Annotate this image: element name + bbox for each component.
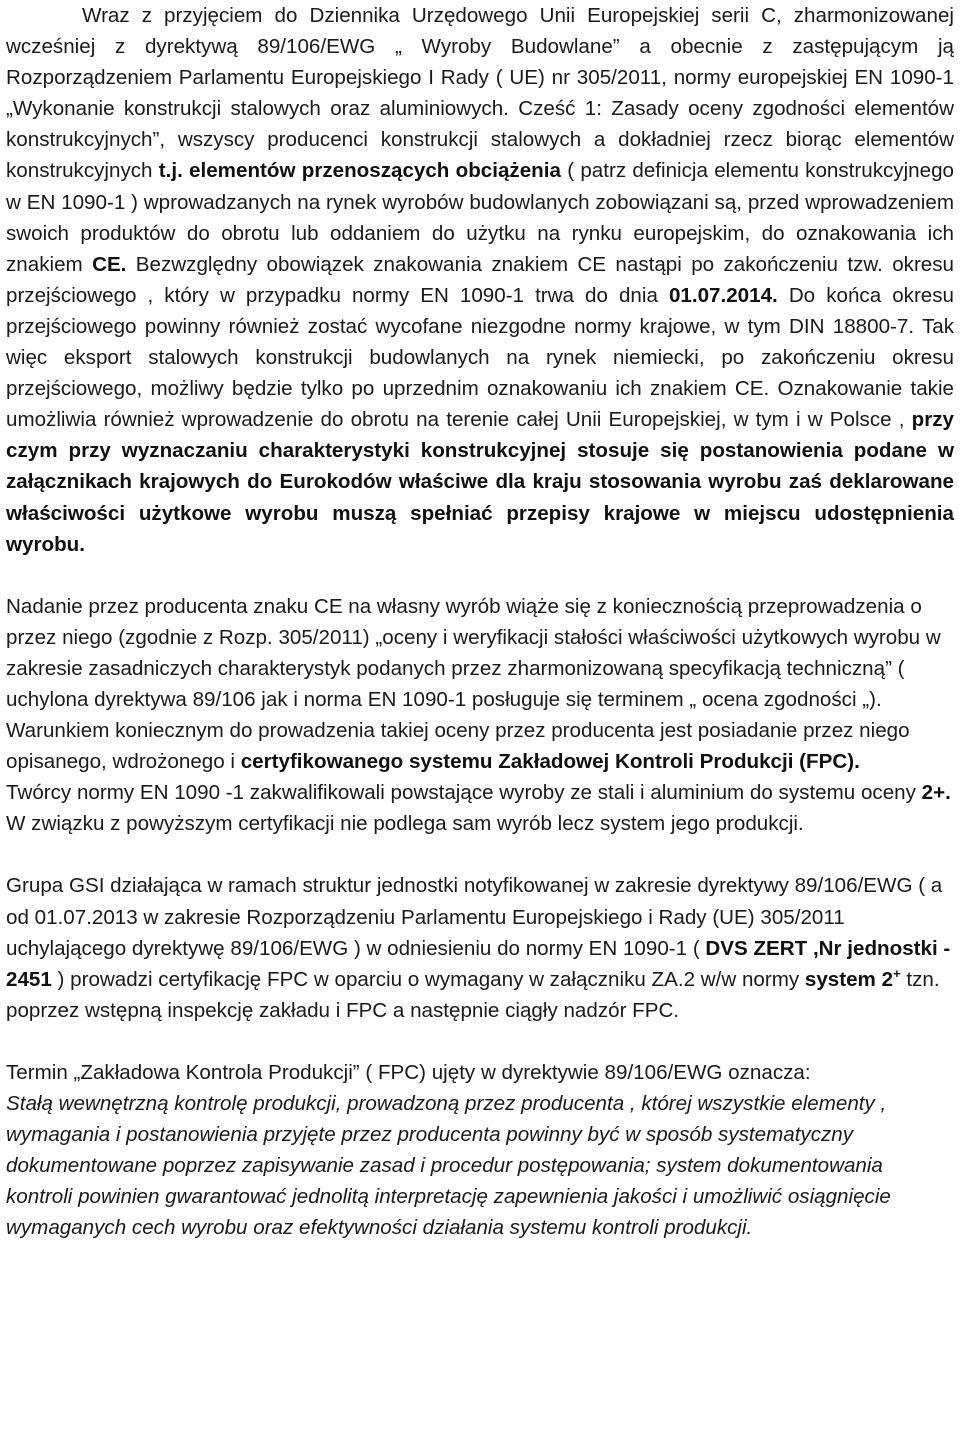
superscript: +	[893, 965, 901, 981]
bold-run: 01.07.2014.	[668, 283, 778, 307]
italic-run: Stałą wewnętrzną kontrolę produkcji, prowadzoną przez producenta , której wszystkie elementy , wymagania i postanowienia przyjęte przez producenta powinny być w sposób systematyczny dokumentowane poprzez zapisywanie zasad i procedur postępowania; system dokumentowania kontroli powinien gwarantować jednolitą interpretację zapewnienia jakości i umożliwić osiągnięcie wymaganych cech wyrobu oraz efektywności działania systemu kontroli produkcji.	[6, 1092, 891, 1240]
text-run: Termin „Zakładowa Kontrola Produkcji” ( FPC) ujęty w dyrektywie 89/106/EWG oznacza:	[6, 1060, 811, 1084]
bold-run: t.j. elementów przenoszących obciążenia	[158, 159, 561, 183]
paragraph-system-2plus	[6, 777, 954, 839]
text-run: ( patrz definicja elementu konstrukcyjnego w EN 1090-1 ) wprowadzanych na rynek wyrobów budowlanych zobowiązani są, przed wprowadzeniem swoich produktów do obrotu lub oddaniem do użytku na rynku europejskim, do oznakowania ich znakiem	[6, 159, 954, 276]
text-run: ) prowadzi certyfikację FPC w oparciu o wymagany w załączniku ZA.2 w/w normy	[51, 967, 805, 991]
paragraph-ce-assessment	[6, 591, 954, 715]
text-run: Grupa GSI działająca w ramach struktur jednostki notyfikowanej w zakresie dyrektywy 89/106/EWG ( a od 01.07.2013 w zakresie Rozporządzeniu Parlamentu Europejskiego i Rady (UE) 305/2011 uchylającego dyrektywę 89/106/EWG ) w odniesieniu do normy EN 1090-1 (	[6, 874, 943, 960]
paragraph-spacer	[6, 560, 954, 591]
text-run: Do końca okresu przejściowego powinny również zostać wycofane niezgodne normy krajowe, w tym DIN 18800-7. Tak więc eksport stalowych konstrukcji budowlanych na rynek niemiecki, po zakończeniu okresu przejściowego, możliwy będzie tylko po uprzednim oznakowaniu ich znakiem CE. Oznakowanie takie umożliwia również wprowadzenie do obrotu na terenie całej Unii Europejskiej, w tym i w Polsce ,	[6, 283, 955, 432]
paragraph-gsi-certification	[6, 870, 954, 1025]
text-run: Wraz z przyjęciem do Dziennika Urzędowego Unii Europejskiej serii C, zharmonizowanej wcześniej z dyrektywą 89/106/EWG „ Wyroby Budowlane” a obecnie z zastępującym ją Rozporządzeniem Parlamentu Europejskiego I Rady ( UE) nr 305/2011, normy europejskiej EN 1090-1 „Wykonanie konstrukcji stalowych oraz aluminiowych. Cześć 1: Zasady oceny zgodności elementów konstrukcyjnych”, wszyscy producenci konstrukcji stalowych a dokładniej rzecz biorąc elementów konstrukcyjnych	[6, 4, 954, 183]
paragraph-fpc-requirement	[6, 715, 954, 777]
text-run: Twórcy normy EN 1090 -1 zakwalifikowali powstające wyroby ze stali i aluminium do systemu oceny	[6, 781, 922, 805]
bold-run: DVS ZERT ,Nr jednostki - 2451	[6, 936, 951, 991]
bold-run: certyfikowanego systemu Zakładowej Kontroli Produkcji (FPC).	[240, 750, 860, 774]
paragraph-spacer	[6, 839, 954, 870]
text-run: Bezwzględny obowiązek znakowania znakiem CE nastąpi po zakończeniu tzw. okresu przejściowego , który w przypadku normy EN 1090-1 trwa do dnia	[6, 252, 955, 307]
paragraph-fpc-definition	[6, 1088, 954, 1243]
text-run: W związku z powyższym certyfikacji nie podlega sam wyrób lecz system jego produkcji.	[6, 812, 804, 836]
bold-run: CE.	[92, 252, 127, 276]
bold-run: przy czym przy wyznaczaniu charakterystyki konstrukcyjnej stosuje się postanowienia podane w załącznikach krajowych do Eurokodów właściwe dla kraju stosowania wyrobu zaś deklarowane właściwości użytkowe wyrobu muszą spełniać przepisy krajowe w miejscu udostępnienia wyrobu.	[6, 408, 954, 556]
bold-run: 2+.	[921, 781, 951, 805]
text-run: system 2	[804, 967, 894, 991]
paragraph-fpc-definition-lead	[6, 1057, 954, 1088]
text-run: Warunkiem koniecznym do prowadzenia takiej oceny przez producenta jest posiadanie przez niego opisanego, wdrożonego i	[6, 719, 910, 774]
bold-run	[804, 965, 901, 991]
paragraph-spacer	[6, 1026, 954, 1057]
paragraph-ce-marking-intro	[6, 0, 954, 560]
text-run: tzn. poprzez wstępną inspekcję zakładu i FPC a następnie ciągły nadzór FPC.	[6, 967, 940, 1022]
text-run: Nadanie przez producenta znaku CE na własny wyrób wiąże się z koniecznością przeprowadzenia o przez niego (zgodnie z Rozp. 305/2011) „oceny i weryfikacji stałości właściwości użytkowych wyrobu w zakresie zasadniczych charakterystyk podanych przez zharmonizowaną specyfikacją techniczną” ( uchylona dyrektywa 89/106 jak i norma EN 1090-1 posługuje się terminem „ ocena zgodności „).	[6, 594, 941, 711]
